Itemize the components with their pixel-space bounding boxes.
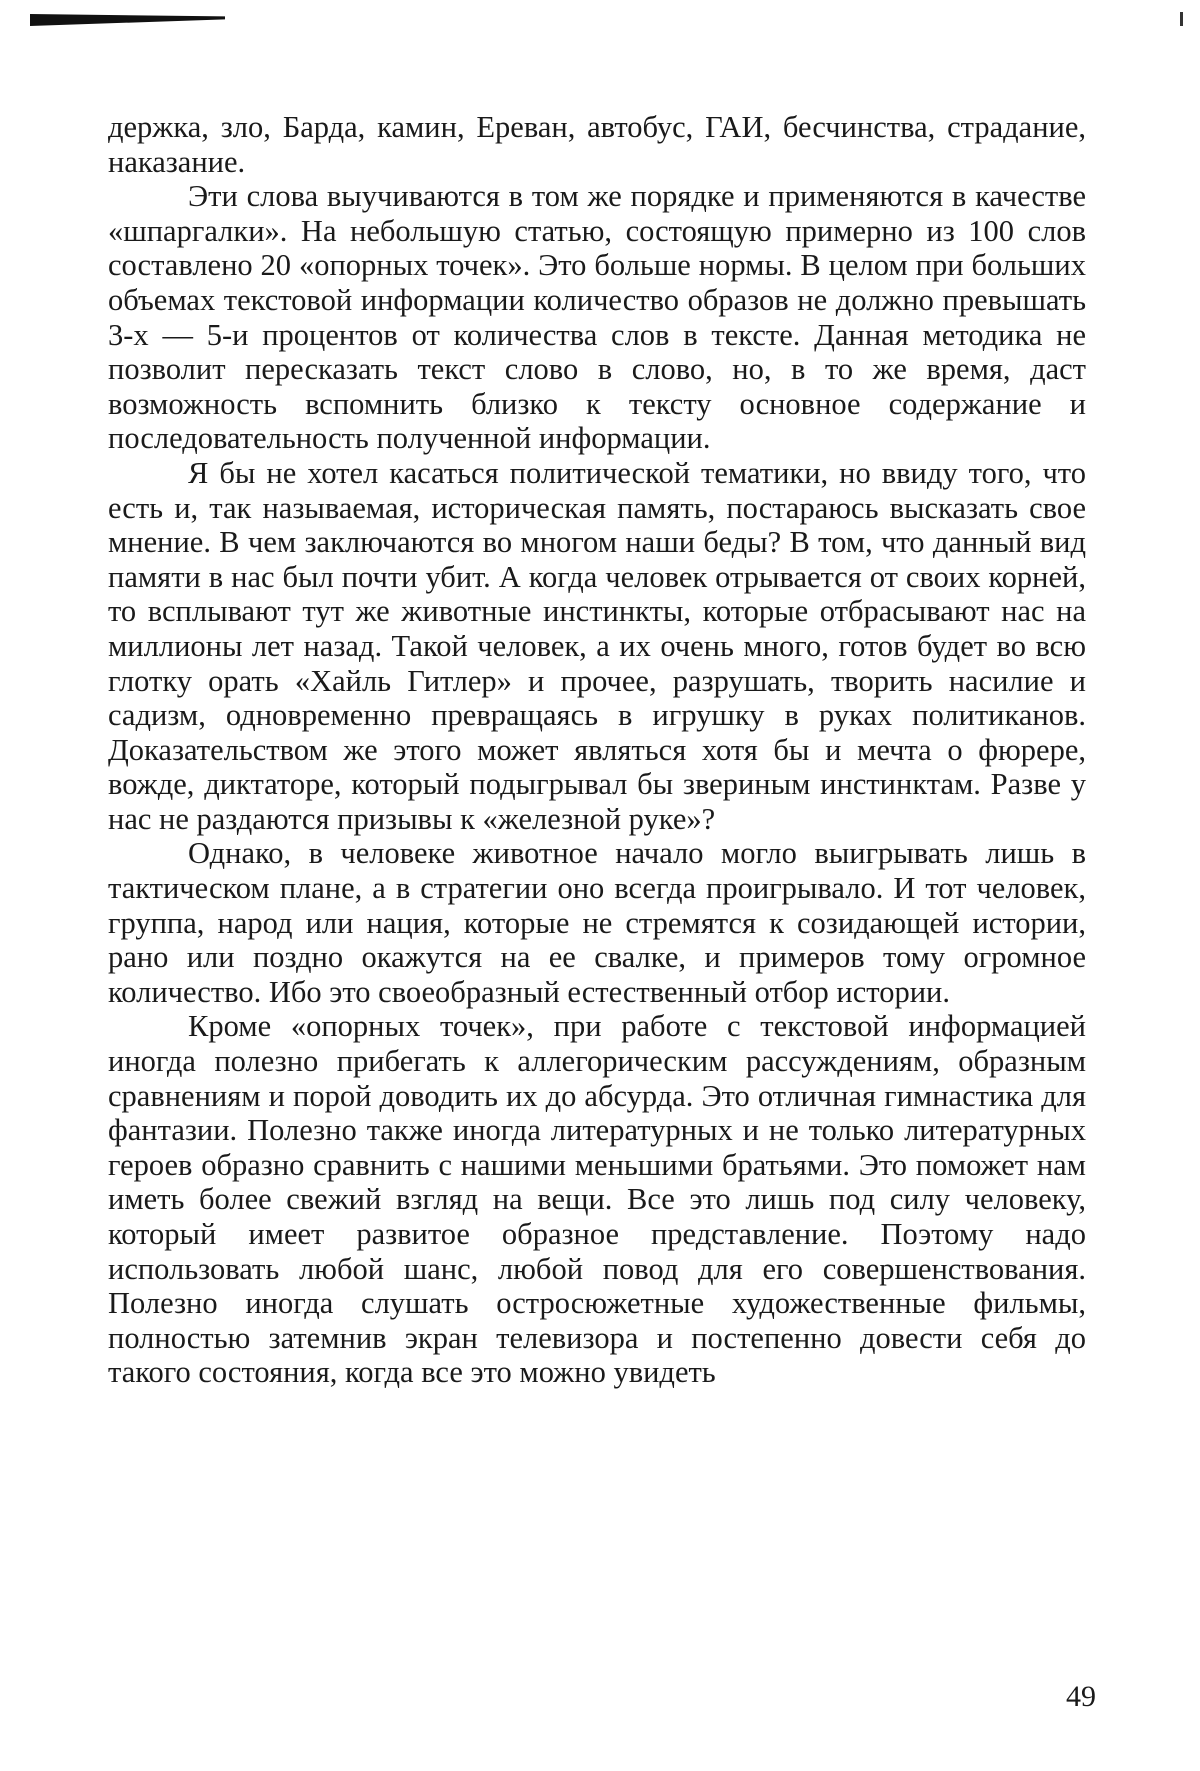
page-body	[108, 110, 1086, 1390]
scan-artifact-mark	[1180, 12, 1183, 26]
paragraph-allegorii: Кроме «опорных точек», при работе с текстовой информацией иногда полезно прибегать к аллегорическим рассуждениям, образным сравнениям и порой доводить их до абсурда. Это отличная гимнастика для фантазии. Полезно также иногда литературных и не только литературных героев образно сравнить с нашими меньшими братьями. Это поможет нам иметь более свежий взгляд на вещи. Все это лишь под силу человеку, который имеет развитое образное представление. Поэтому надо использовать любой шанс, любой повод для его совершенствования. Полезно иногда слушать остросюжетные художественные фильмы, полностью затемнив экран телевизора и постепенно довести себя до такого состояния, когда все это можно увидеть	[108, 1009, 1086, 1390]
paragraph-opornye-tochki: Эти слова выучиваются в том же порядке и применяются в качестве «шпаргалки». На небольшую статью, состоящую примерно из 100 слов составлено 20 «опорных точек». Это больше нормы. В целом при больших объемах текстовой информации количество образов не должно превышать 3-х — 5-и процентов от количества слов в тексте. Данная методика не позволит пересказать текст слово в слово, но, в то же время, даст возможность вспомнить близко к тексту основное содержание и последовательность полученной информации.	[108, 179, 1086, 456]
paragraph-zhivotnoe-nachalo: Однако, в человеке животное начало могло выигрывать лишь в тактическом плане, а в стратегии оно всегда проигрывало. И тот человек, группа, народ или нация, которые не стремятся к созидающей истории, рано или поздно окажутся на ее свалке, и примеров тому огромное количество. Ибо это своеобразный естественный отбор истории.	[108, 836, 1086, 1009]
paragraph-continuation: держка, зло, Барда, камин, Ереван, автобус, ГАИ, бесчинства, страдание, наказание.	[108, 110, 1086, 179]
scan-artifact-bar	[30, 14, 225, 26]
paragraph-istoricheskaya-pamyat: Я бы не хотел касаться политической тематики, но ввиду того, что есть и, так называемая, историческая память, постараюсь высказать свое мнение. В чем заключаются во многом наши беды? В том, что данный вид памяти в нас был почти убит. А когда человек отрывается от своих корней, то всплывают тут же животные инстинкты, которые отбрасывают нас на миллионы лет назад. Такой человек, а их очень много, готов будет во всю глотку орать «Хайль Гитлер» и прочее, разрушать, творить насилие и садизм, одновременно превращаясь в игрушку в руках политиканов. Доказательством же этого может являться хотя бы и мечта о фюрере, вожде, диктаторе, который подыгрывал бы звериным инстинктам. Разве у нас не раздаются призывы к «железной руке»?	[108, 455, 1086, 836]
page-number: 49	[1066, 1680, 1096, 1713]
